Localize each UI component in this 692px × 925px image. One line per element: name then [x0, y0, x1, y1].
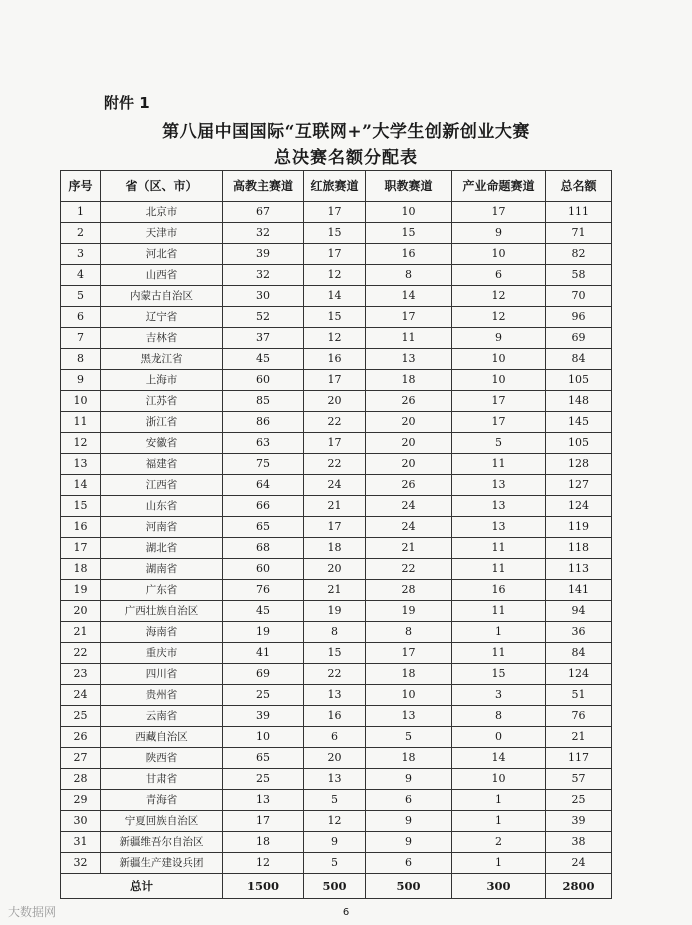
cell-main-track: 18	[223, 832, 304, 853]
cell-main-track: 65	[223, 748, 304, 769]
cell-total-quota: 96	[546, 307, 612, 328]
cell-province: 山东省	[101, 496, 223, 517]
cell-industry-track: 14	[452, 748, 546, 769]
cell-main-track: 75	[223, 454, 304, 475]
header-red-track: 红旅赛道	[304, 171, 366, 202]
cell-main-track: 39	[223, 244, 304, 265]
cell-red-track: 6	[304, 727, 366, 748]
header-province: 省（区、市）	[101, 171, 223, 202]
cell-main-track: 66	[223, 496, 304, 517]
cell-index: 30	[61, 811, 101, 832]
table-row	[61, 496, 612, 517]
cell-main-track: 76	[223, 580, 304, 601]
cell-main-track: 37	[223, 328, 304, 349]
cell-province: 湖北省	[101, 538, 223, 559]
cell-red-track: 12	[304, 328, 366, 349]
cell-red-track: 17	[304, 517, 366, 538]
cell-index: 12	[61, 433, 101, 454]
cell-vocational-track: 13	[366, 706, 452, 727]
cell-vocational-track: 5	[366, 727, 452, 748]
cell-index: 28	[61, 769, 101, 790]
cell-total-quota: 51	[546, 685, 612, 706]
cell-total-quota: 71	[546, 223, 612, 244]
cell-vocational-track: 18	[366, 370, 452, 391]
cell-main-track: 60	[223, 559, 304, 580]
cell-industry-track: 17	[452, 412, 546, 433]
cell-total-quota: 119	[546, 517, 612, 538]
cell-industry-track: 11	[452, 454, 546, 475]
table-row	[61, 790, 612, 811]
cell-province: 广西壮族自治区	[101, 601, 223, 622]
cell-main-track: 25	[223, 685, 304, 706]
cell-red-track: 17	[304, 370, 366, 391]
cell-red-track: 9	[304, 832, 366, 853]
table-row	[61, 307, 612, 328]
cell-industry-track: 1	[452, 790, 546, 811]
cell-total-quota: 113	[546, 559, 612, 580]
cell-red-track: 21	[304, 496, 366, 517]
cell-red-track: 22	[304, 412, 366, 433]
cell-index: 25	[61, 706, 101, 727]
cell-industry-track: 15	[452, 664, 546, 685]
cell-index: 32	[61, 853, 101, 874]
cell-main-track: 32	[223, 265, 304, 286]
cell-industry-track: 10	[452, 370, 546, 391]
cell-industry-track: 13	[452, 517, 546, 538]
cell-red-track: 14	[304, 286, 366, 307]
cell-industry-track: 5	[452, 433, 546, 454]
cell-province: 重庆市	[101, 643, 223, 664]
cell-total-quota: 58	[546, 265, 612, 286]
cell-index: 9	[61, 370, 101, 391]
cell-industry-track: 11	[452, 643, 546, 664]
header-vocational-track: 职教赛道	[366, 171, 452, 202]
table-row	[61, 328, 612, 349]
cell-total-quota: 76	[546, 706, 612, 727]
cell-total-quota: 118	[546, 538, 612, 559]
cell-province: 海南省	[101, 622, 223, 643]
cell-vocational-track: 21	[366, 538, 452, 559]
cell-index: 29	[61, 790, 101, 811]
cell-total-quota: 24	[546, 853, 612, 874]
cell-industry-track: 0	[452, 727, 546, 748]
cell-red-track: 15	[304, 307, 366, 328]
table-row	[61, 538, 612, 559]
cell-industry-track: 17	[452, 391, 546, 412]
cell-industry-track: 8	[452, 706, 546, 727]
cell-province: 甘肃省	[101, 769, 223, 790]
cell-province: 广东省	[101, 580, 223, 601]
cell-main-track: 45	[223, 601, 304, 622]
table-row	[61, 811, 612, 832]
table-row	[61, 853, 612, 874]
cell-province: 吉林省	[101, 328, 223, 349]
table-row	[61, 202, 612, 223]
cell-industry-track: 12	[452, 307, 546, 328]
cell-main-track: 32	[223, 223, 304, 244]
cell-vocational-track: 24	[366, 517, 452, 538]
table-row	[61, 244, 612, 265]
cell-province: 河北省	[101, 244, 223, 265]
cell-total-quota: 84	[546, 643, 612, 664]
cell-total-quota: 82	[546, 244, 612, 265]
table-row	[61, 664, 612, 685]
cell-main-track: 10	[223, 727, 304, 748]
table-row	[61, 391, 612, 412]
cell-index: 7	[61, 328, 101, 349]
document-title: 第八届中国国际“互联网+”大学生创新创业大赛	[162, 122, 530, 142]
total-label: 总计	[61, 874, 223, 899]
table-header-row	[61, 171, 612, 202]
cell-vocational-track: 17	[366, 643, 452, 664]
cell-total-quota: 69	[546, 328, 612, 349]
cell-industry-track: 12	[452, 286, 546, 307]
table-row	[61, 433, 612, 454]
total-row	[61, 874, 612, 899]
cell-province: 陕西省	[101, 748, 223, 769]
cell-vocational-track: 20	[366, 433, 452, 454]
cell-index: 31	[61, 832, 101, 853]
header-index: 序号	[61, 171, 101, 202]
cell-vocational-track: 19	[366, 601, 452, 622]
cell-province: 湖南省	[101, 559, 223, 580]
cell-total-quota: 38	[546, 832, 612, 853]
cell-industry-track: 10	[452, 244, 546, 265]
cell-province: 江西省	[101, 475, 223, 496]
table-row	[61, 412, 612, 433]
cell-index: 14	[61, 475, 101, 496]
cell-red-track: 13	[304, 769, 366, 790]
cell-red-track: 20	[304, 748, 366, 769]
cell-industry-track: 2	[452, 832, 546, 853]
attachment-label: 附件 1	[104, 94, 150, 112]
cell-red-track: 20	[304, 391, 366, 412]
cell-main-track: 13	[223, 790, 304, 811]
cell-index: 16	[61, 517, 101, 538]
cell-main-track: 17	[223, 811, 304, 832]
cell-industry-track: 10	[452, 769, 546, 790]
cell-industry-track: 17	[452, 202, 546, 223]
cell-province: 宁夏回族自治区	[101, 811, 223, 832]
table-row	[61, 622, 612, 643]
table-row	[61, 706, 612, 727]
cell-index: 1	[61, 202, 101, 223]
cell-vocational-track: 18	[366, 664, 452, 685]
cell-vocational-track: 9	[366, 832, 452, 853]
cell-total-quota: 25	[546, 790, 612, 811]
cell-vocational-track: 24	[366, 496, 452, 517]
cell-main-track: 30	[223, 286, 304, 307]
document-subtitle: 总决赛名额分配表	[274, 148, 418, 168]
cell-main-track: 12	[223, 853, 304, 874]
cell-index: 23	[61, 664, 101, 685]
cell-main-track: 60	[223, 370, 304, 391]
cell-index: 3	[61, 244, 101, 265]
cell-red-track: 5	[304, 790, 366, 811]
cell-red-track: 17	[304, 244, 366, 265]
cell-index: 20	[61, 601, 101, 622]
cell-total-quota: 21	[546, 727, 612, 748]
cell-main-track: 65	[223, 517, 304, 538]
header-total-quota: 总名额	[546, 171, 612, 202]
cell-vocational-track: 20	[366, 454, 452, 475]
table-row	[61, 454, 612, 475]
cell-total-quota: 105	[546, 370, 612, 391]
header-main-track: 高教主赛道	[223, 171, 304, 202]
cell-red-track: 16	[304, 349, 366, 370]
cell-province: 山西省	[101, 265, 223, 286]
cell-province: 北京市	[101, 202, 223, 223]
cell-vocational-track: 10	[366, 202, 452, 223]
cell-vocational-track: 16	[366, 244, 452, 265]
cell-vocational-track: 8	[366, 622, 452, 643]
table-row	[61, 643, 612, 664]
cell-red-track: 12	[304, 265, 366, 286]
cell-province: 内蒙古自治区	[101, 286, 223, 307]
table-row	[61, 370, 612, 391]
cell-industry-track: 6	[452, 265, 546, 286]
cell-industry-track: 13	[452, 496, 546, 517]
cell-red-track: 13	[304, 685, 366, 706]
cell-vocational-track: 28	[366, 580, 452, 601]
cell-red-track: 8	[304, 622, 366, 643]
cell-province: 福建省	[101, 454, 223, 475]
cell-total-quota: 84	[546, 349, 612, 370]
table-row	[61, 286, 612, 307]
cell-index: 2	[61, 223, 101, 244]
cell-vocational-track: 10	[366, 685, 452, 706]
cell-total-quota: 111	[546, 202, 612, 223]
cell-red-track: 22	[304, 454, 366, 475]
quota-allocation-table	[60, 170, 612, 899]
cell-total-quota: 145	[546, 412, 612, 433]
cell-index: 21	[61, 622, 101, 643]
cell-index: 5	[61, 286, 101, 307]
cell-red-track: 5	[304, 853, 366, 874]
cell-industry-track: 11	[452, 601, 546, 622]
total-total-quota: 2800	[546, 874, 612, 899]
cell-industry-track: 1	[452, 622, 546, 643]
cell-industry-track: 9	[452, 223, 546, 244]
cell-province: 四川省	[101, 664, 223, 685]
cell-total-quota: 127	[546, 475, 612, 496]
watermark: 大数据网	[8, 905, 57, 919]
cell-industry-track: 16	[452, 580, 546, 601]
cell-main-track: 86	[223, 412, 304, 433]
table-row	[61, 727, 612, 748]
cell-index: 24	[61, 685, 101, 706]
cell-total-quota: 124	[546, 664, 612, 685]
cell-industry-track: 13	[452, 475, 546, 496]
cell-vocational-track: 9	[366, 769, 452, 790]
cell-vocational-track: 26	[366, 391, 452, 412]
cell-total-quota: 36	[546, 622, 612, 643]
cell-main-track: 67	[223, 202, 304, 223]
cell-vocational-track: 26	[366, 475, 452, 496]
cell-red-track: 17	[304, 202, 366, 223]
cell-main-track: 52	[223, 307, 304, 328]
cell-vocational-track: 22	[366, 559, 452, 580]
cell-main-track: 69	[223, 664, 304, 685]
cell-red-track: 16	[304, 706, 366, 727]
cell-province: 辽宁省	[101, 307, 223, 328]
cell-total-quota: 148	[546, 391, 612, 412]
cell-industry-track: 1	[452, 853, 546, 874]
table-row	[61, 349, 612, 370]
cell-red-track: 19	[304, 601, 366, 622]
cell-red-track: 24	[304, 475, 366, 496]
cell-total-quota: 57	[546, 769, 612, 790]
cell-vocational-track: 6	[366, 790, 452, 811]
cell-index: 22	[61, 643, 101, 664]
cell-red-track: 15	[304, 223, 366, 244]
cell-province: 西藏自治区	[101, 727, 223, 748]
table-row	[61, 832, 612, 853]
table-row	[61, 517, 612, 538]
cell-province: 云南省	[101, 706, 223, 727]
cell-main-track: 45	[223, 349, 304, 370]
cell-index: 11	[61, 412, 101, 433]
table-row	[61, 265, 612, 286]
cell-province: 黑龙江省	[101, 349, 223, 370]
page-number: 6	[342, 907, 350, 918]
cell-province: 上海市	[101, 370, 223, 391]
table-row	[61, 580, 612, 601]
cell-red-track: 17	[304, 433, 366, 454]
cell-industry-track: 10	[452, 349, 546, 370]
cell-vocational-track: 6	[366, 853, 452, 874]
table-row	[61, 601, 612, 622]
cell-total-quota: 70	[546, 286, 612, 307]
total-red-track: 500	[304, 874, 366, 899]
table-row	[61, 559, 612, 580]
cell-main-track: 39	[223, 706, 304, 727]
cell-industry-track: 1	[452, 811, 546, 832]
cell-province: 新疆生产建设兵团	[101, 853, 223, 874]
cell-total-quota: 141	[546, 580, 612, 601]
cell-index: 8	[61, 349, 101, 370]
cell-vocational-track: 18	[366, 748, 452, 769]
cell-index: 10	[61, 391, 101, 412]
table-row	[61, 748, 612, 769]
cell-index: 15	[61, 496, 101, 517]
cell-province: 天津市	[101, 223, 223, 244]
cell-industry-track: 9	[452, 328, 546, 349]
cell-main-track: 63	[223, 433, 304, 454]
cell-index: 17	[61, 538, 101, 559]
header-industry-track: 产业命题赛道	[452, 171, 546, 202]
table-row	[61, 685, 612, 706]
cell-total-quota: 105	[546, 433, 612, 454]
cell-vocational-track: 20	[366, 412, 452, 433]
total-main-track: 1500	[223, 874, 304, 899]
cell-industry-track: 3	[452, 685, 546, 706]
cell-index: 4	[61, 265, 101, 286]
cell-total-quota: 128	[546, 454, 612, 475]
cell-main-track: 41	[223, 643, 304, 664]
table-row	[61, 475, 612, 496]
cell-province: 河南省	[101, 517, 223, 538]
cell-main-track: 68	[223, 538, 304, 559]
cell-total-quota: 39	[546, 811, 612, 832]
cell-red-track: 20	[304, 559, 366, 580]
table-row	[61, 769, 612, 790]
cell-index: 19	[61, 580, 101, 601]
cell-province: 青海省	[101, 790, 223, 811]
cell-red-track: 15	[304, 643, 366, 664]
cell-province: 新疆维吾尔自治区	[101, 832, 223, 853]
cell-index: 6	[61, 307, 101, 328]
cell-vocational-track: 9	[366, 811, 452, 832]
table-row	[61, 223, 612, 244]
cell-vocational-track: 13	[366, 349, 452, 370]
cell-province: 安徽省	[101, 433, 223, 454]
cell-province: 贵州省	[101, 685, 223, 706]
cell-red-track: 22	[304, 664, 366, 685]
cell-main-track: 19	[223, 622, 304, 643]
cell-main-track: 64	[223, 475, 304, 496]
cell-main-track: 85	[223, 391, 304, 412]
cell-vocational-track: 14	[366, 286, 452, 307]
cell-total-quota: 124	[546, 496, 612, 517]
cell-index: 18	[61, 559, 101, 580]
cell-industry-track: 11	[452, 559, 546, 580]
total-vocational-track: 500	[366, 874, 452, 899]
cell-main-track: 25	[223, 769, 304, 790]
cell-index: 26	[61, 727, 101, 748]
cell-province: 浙江省	[101, 412, 223, 433]
cell-total-quota: 117	[546, 748, 612, 769]
cell-index: 13	[61, 454, 101, 475]
cell-province: 江苏省	[101, 391, 223, 412]
cell-vocational-track: 15	[366, 223, 452, 244]
cell-red-track: 21	[304, 580, 366, 601]
total-industry-track: 300	[452, 874, 546, 899]
cell-red-track: 18	[304, 538, 366, 559]
cell-red-track: 12	[304, 811, 366, 832]
cell-total-quota: 94	[546, 601, 612, 622]
cell-vocational-track: 8	[366, 265, 452, 286]
cell-vocational-track: 11	[366, 328, 452, 349]
cell-vocational-track: 17	[366, 307, 452, 328]
cell-industry-track: 11	[452, 538, 546, 559]
cell-index: 27	[61, 748, 101, 769]
